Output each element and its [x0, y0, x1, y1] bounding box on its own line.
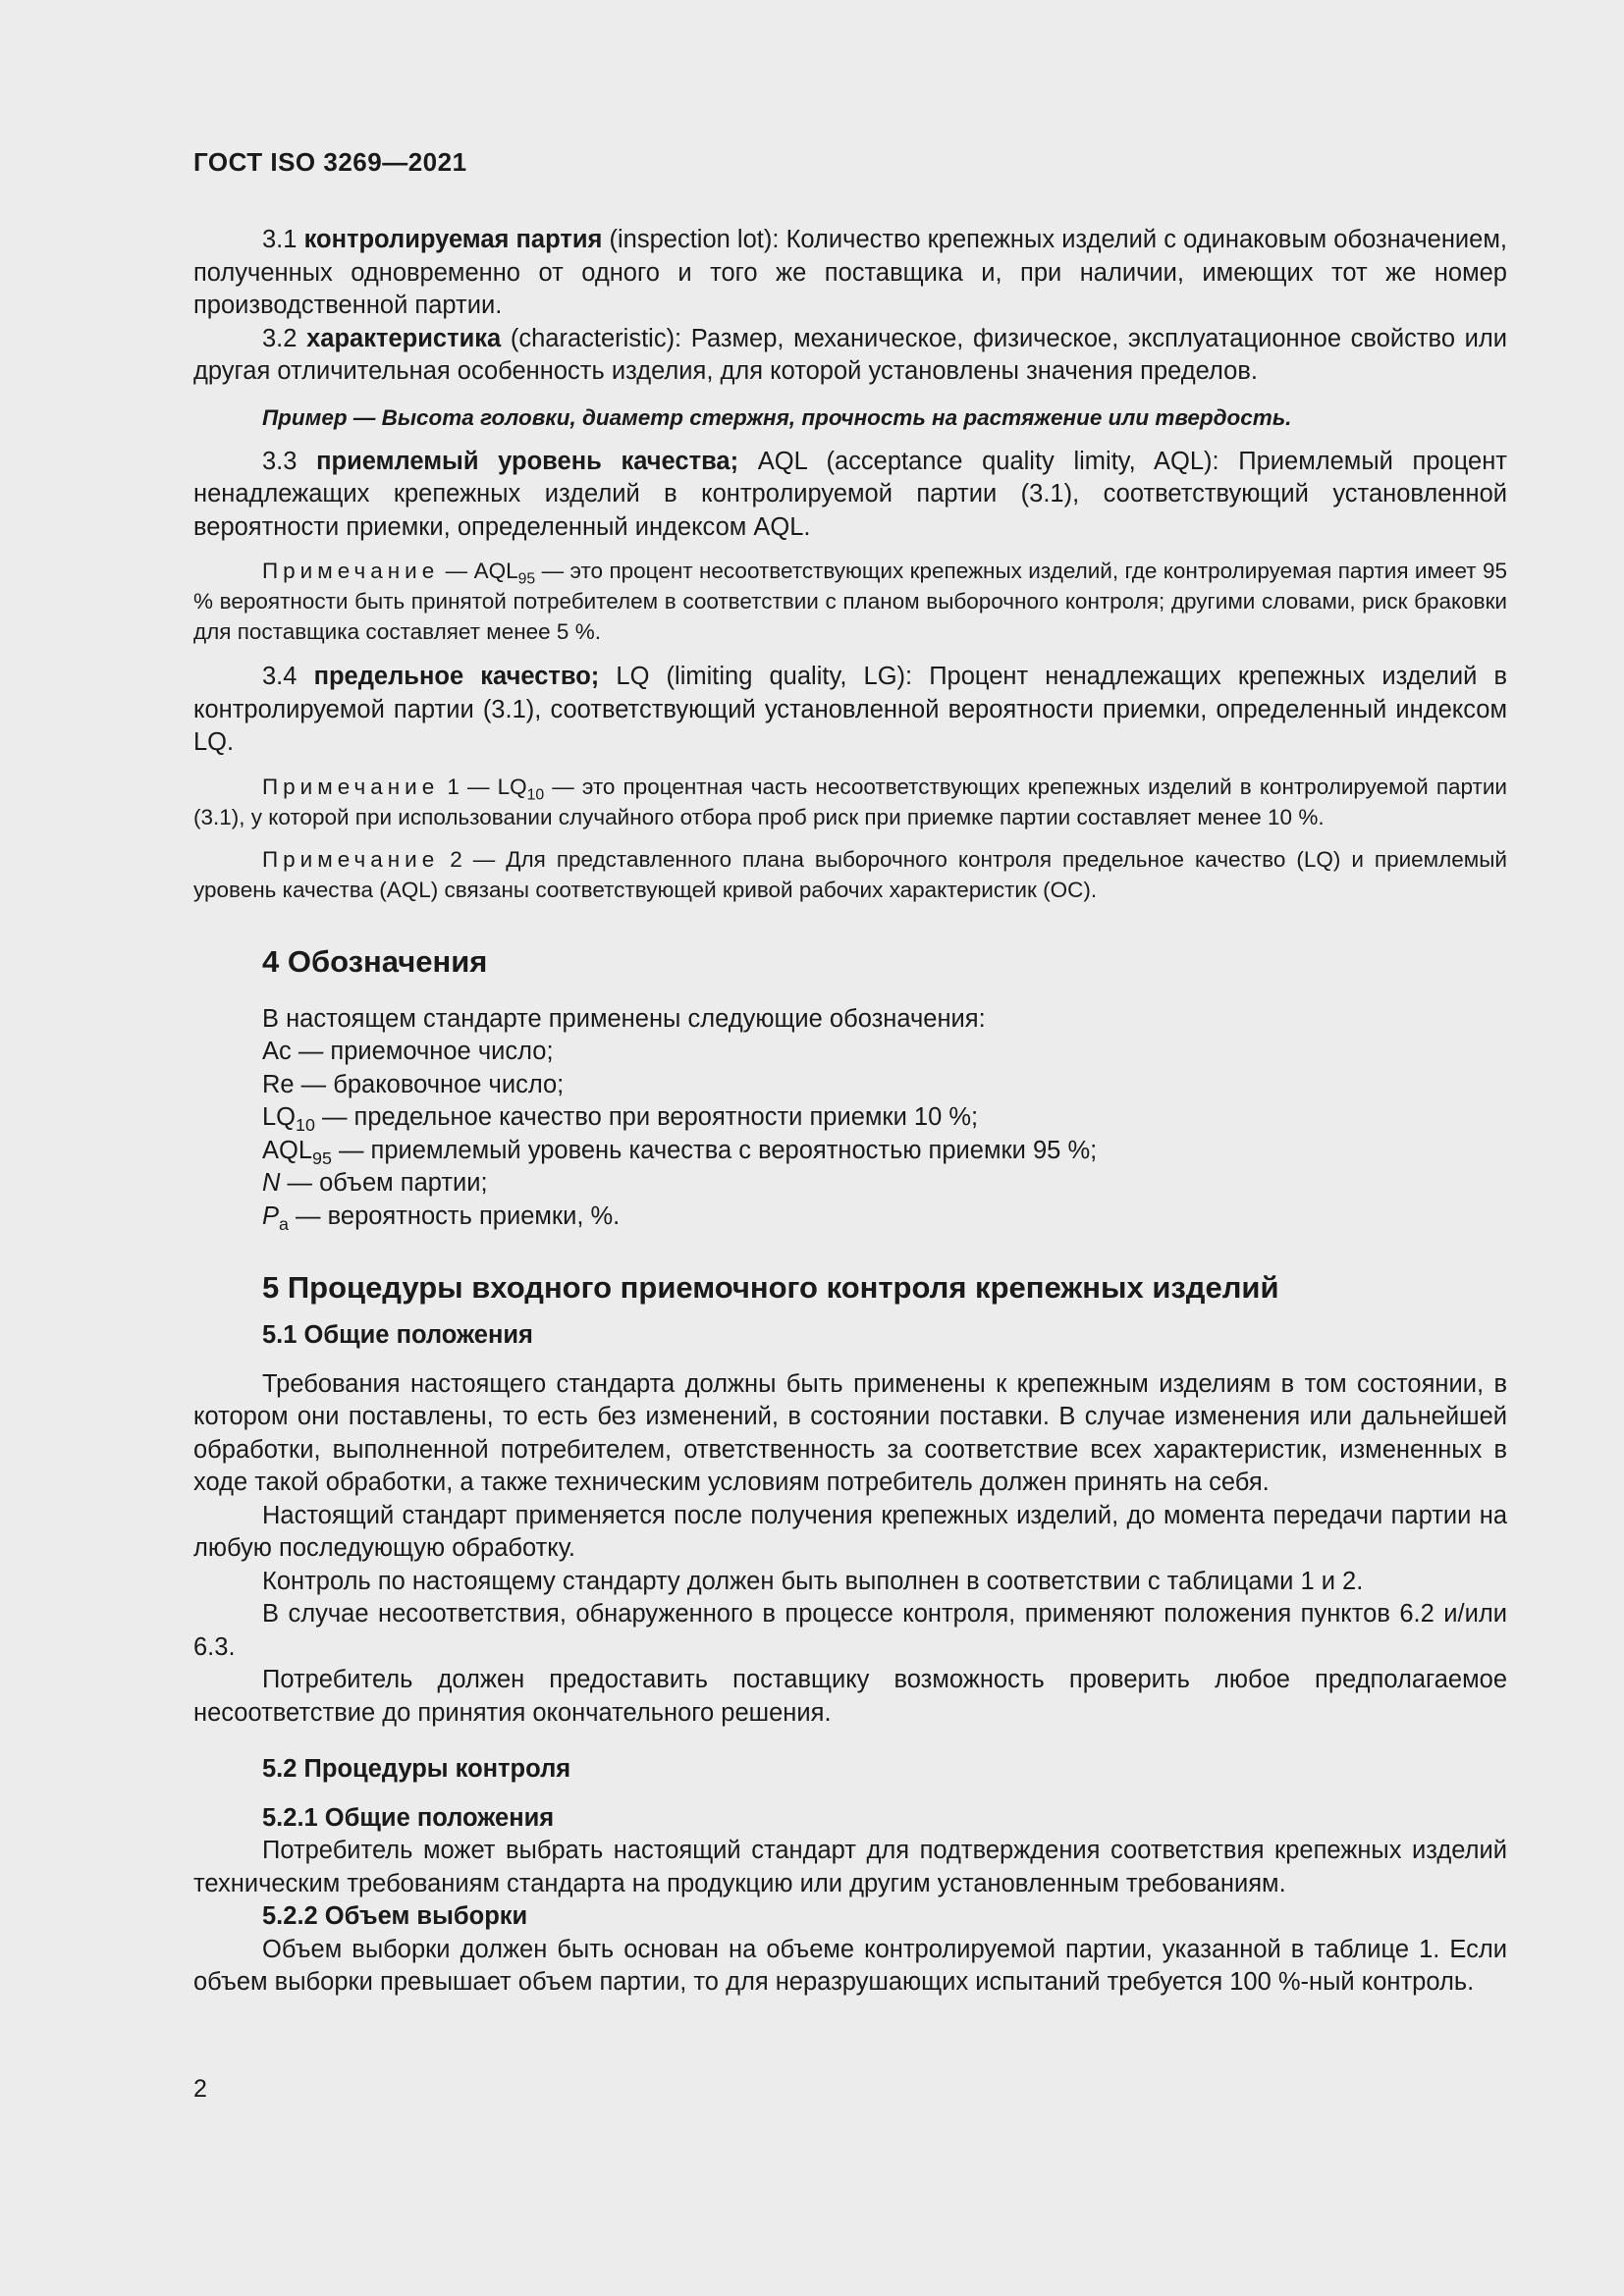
note-label: Примечание	[262, 846, 440, 872]
symbol: AQL	[262, 1136, 313, 1164]
symbol-description: — предельное качество при вероятности приемки 10 %;	[314, 1103, 979, 1131]
note-label: Примечание	[262, 559, 440, 583]
definition-text: AQL (acceptance quality limity, AQL): Приемлемый процент ненадлежащих крепежных изделий в контролируемой партии (3.1), соответствующий установленной вероятности приемки, определенный индексом AQL.	[193, 447, 1507, 541]
note-text: — это процентная часть несоответствующих крепежных изделий в контролируемой партии (3.1), у которой при использовании случайного отбора проб риск при приемке партии составляет менее 10 %.	[193, 774, 1507, 829]
symbol-re: Re — браковочное число;	[262, 1070, 565, 1098]
definition-text: (characteristic): Размер, механическое, физическое, эксплуатационное свойство или другая отличительная особенность изделия, для которой установлены значения пределов.	[193, 324, 1508, 385]
paragraph-5-1-5: Потребитель должен предоставить поставщику возможность проверить любое предполагаемое несоответствие до принятия окончательного решения.	[193, 1666, 1507, 1727]
paragraph-5-1-2: Настоящий стандарт применяется после получения крепежных изделий, до момента передачи партии на любую последующую обработку.	[193, 1501, 1507, 1562]
symbol-pa	[193, 1201, 1507, 1234]
clause-number: 3.4	[262, 663, 298, 690]
definition-3-4	[193, 661, 1507, 760]
symbol-description: — приемлемый уровень качества с вероятностью приемки 95 %;	[331, 1136, 1098, 1164]
note-label: Примечание	[262, 774, 440, 799]
symbol: AQL	[473, 559, 518, 583]
symbol: P	[262, 1201, 280, 1230]
section-5-2-1-heading: 5.2.1 Общие положения	[262, 1803, 555, 1832]
note-dash: —	[439, 559, 474, 583]
definition-3-3	[193, 446, 1507, 545]
document-body	[193, 224, 1507, 2000]
symbol-aql95	[193, 1135, 1507, 1168]
section-5-heading: 5 Процедуры входного приемочного контроля крепежных изделий	[262, 1270, 1279, 1305]
clause-number: 3.2	[262, 324, 298, 352]
term: контролируемая партия	[303, 226, 603, 253]
paragraph-5-2-1: Потребитель может выбрать настоящий стандарт для подтверждения соответствия крепежных изделий техническим требованиям стандарта на продукцию или другим установленным требованиям.	[193, 1837, 1507, 1897]
example-3-2: Пример — Высота головки, диаметр стержня, прочность на растяжение или твердость.	[262, 404, 1292, 430]
symbol-subscript: a	[279, 1213, 289, 1234]
symbol-description: — объем партии;	[280, 1169, 488, 1197]
symbol-subscript: 95	[312, 1148, 332, 1168]
definition-3-2	[193, 323, 1507, 389]
paragraph-5-1-1: Требования настоящего стандарта должны быть применены к крепежным изделиям в том состоянии, в котором они поставлены, то есть без изменений, в состоянии поставки. В случае изменения или дальнейшей обработки, выполненной потребителем, ответственность за соответствие всех характеристик, измененных в ходе такой обработки, а также техническим условиям потребитель должен принять на себя.	[193, 1369, 1507, 1496]
note-text: Для представленного плана выборочного контроля предельное качество (LQ) и приемлемый уровень качества (AQL) связаны соответствующей кривой рабочих характеристик (OC).	[193, 846, 1507, 902]
paragraph-5-2-2: Объем выборки должен быть основан на объеме контролируемой партии, указанной в таблице 1. Если объем выборки превышает объем партии, то для неразрушающих испытаний требуется 100 %-ный контроль.	[193, 1935, 1507, 1996]
symbol-subscript: 10	[526, 786, 545, 803]
note-3-3	[193, 556, 1507, 647]
section-5-1-heading: 5.1 Общие положения	[262, 1321, 533, 1349]
definition-text: LQ (limiting quality, LG): Процент ненадлежащих крепежных изделий в контролируемой партии (3.1), соответствующий установленной вероятности приемки, определенный индексом LQ.	[193, 663, 1507, 756]
symbol-subscript: 95	[517, 570, 536, 588]
symbol: LQ	[262, 1103, 297, 1131]
term: приемлемый уровень качества;	[316, 447, 739, 475]
clause-number: 3.3	[262, 447, 298, 475]
definition-3-1	[193, 224, 1507, 323]
symbol-subscript: 10	[296, 1115, 315, 1136]
paragraph-5-1-3: Контроль по настоящему стандарту должен быть выполнен в соответствии с таблицами 1 и 2.	[262, 1567, 1364, 1595]
page-number: 2	[193, 2075, 207, 2103]
note-number: 2 —	[439, 846, 507, 872]
term: характеристика	[306, 324, 502, 352]
symbol-lq10	[193, 1101, 1507, 1135]
symbols-intro: В настоящем стандарте применены следующие обозначения:	[262, 1004, 986, 1033]
symbol-description: — вероятность приемки, %.	[288, 1201, 621, 1230]
symbol-n	[193, 1167, 1507, 1201]
term: предельное качество;	[313, 663, 600, 690]
paragraph-5-1-4: В случае несоответствия, обнаруженного в процессе контроля, применяют положения пунктов 6.2 и/или 6.3.	[193, 1600, 1507, 1661]
section-4-heading: 4 Обозначения	[262, 943, 488, 979]
definition-text: (inspection lot): Количество крепежных изделий с одинаковым обозначением, полученных одновременно от одного и того же поставщика и, при наличии, имеющих тот же номер производственной партии.	[193, 226, 1507, 319]
symbol-ac: Ac — приемочное число;	[262, 1038, 554, 1065]
note-text: — это процент несоответствующих крепежных изделий, где контролируемая партия имеет 95 % вероятности быть принятой потребителем в соответствии с планом выборочного контроля; другими словами, риск браковки для поставщика составляет менее 5 %.	[193, 559, 1507, 644]
section-5-2-2-heading: 5.2.2 Объем выборки	[262, 1902, 528, 1930]
note-number: 1 —	[439, 774, 498, 799]
note-3-4-2	[193, 844, 1507, 905]
section-5-2-heading: 5.2 Процедуры контроля	[262, 1755, 571, 1783]
symbol: N	[262, 1169, 281, 1197]
document-header: ГОСТ ISO 3269—2021	[193, 147, 467, 177]
symbol: LQ	[497, 774, 527, 799]
clause-number: 3.1	[262, 226, 298, 253]
note-3-4-1	[193, 772, 1507, 832]
